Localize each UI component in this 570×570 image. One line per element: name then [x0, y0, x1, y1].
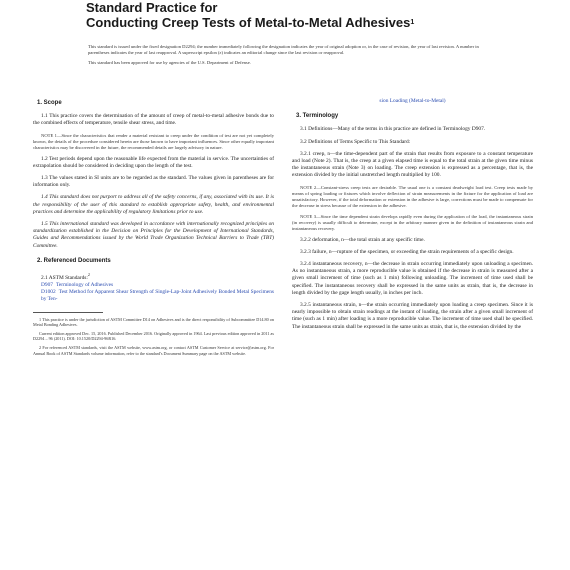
section-heading-terminology: 3. Terminology [296, 113, 339, 120]
reference-continuation[interactable]: sion Loading (Metal-to-Metal) [379, 98, 446, 104]
paragraph-3-2-5: 3.2.5 instantaneous strain, n—the strain occurring immediately upon loading a creep specimen. Since it is nearly impossible to obtain strain readings at the instant of loading, the strain after a given small increment of time (such as 1 min) after loading is a more reproducible value. The increment of time used shall be specified. The instantaneous strain shall be expressed in the same units as strain, that is, the extension divided by the [292, 302, 533, 330]
paragraph-3-2-4: 3.2.4 instantaneous recovery, n—the decrease in strain occurring immediately upon unloading a specimen. As no instantaneous strain, a more reproducible value is obtained if the decrease in strain is measured after a given small increment of time (such as 1 min) following unloading. The increment of time used shall be specified. The instantaneous recovery shall be expressed in the same units as strain, that is, the decrease in length divided by the gage length usually, in inches per inch. [292, 261, 533, 296]
paragraph-3-2: 3.2 Definitions of Terms Specific to This Standard: [300, 138, 411, 145]
footnote-1-edition: Current edition approved Dec. 15, 2016. Published December 2016. Originally approved in 1964. Last previous edition approved in 2011 as D2294 – 96 (2011). DOI: 10.1520/D2294-96R16. [33, 330, 274, 342]
reference-d1002[interactable] [33, 289, 274, 303]
note-2: NOTE 2—Constant-stress creep tests are desirable. The usual one is a constant deadweight load test. Creep tests made by means of spring loading or fixtures which involve deflection of strain measurements in the fixture for the application of load are unsatisfactory. However, if the total deformation or extension in the adhesive is large, corrections must be made to compensate for the decrease in stress because of the extension in the adhesive. [292, 184, 533, 208]
paragraph-1-2: 1.2 Test periods depend upon the reasonable life expected from the material in service. The uncertainties of extrapolation should be considered in deciding upon the length of the test. [33, 155, 274, 169]
note-3: NOTE 3—Since the time dependent strain develops rapidly even during the application of the load, the instantaneous strain (in recovery) is usually difficult to determine, except in the arbitrary manner given in the definition of instantaneous strain and instantaneous recovery. [292, 213, 533, 231]
paragraph-2-1 [33, 271, 274, 282]
paragraph-3-2-3: 3.2.3 failure, n—rupture of the specimen, or exceeding the strain requirements of a specific design. [300, 248, 514, 255]
right-column [292, 98, 533, 336]
title-line-2-text: Conducting Creep Tests of Metal-to-Metal Adhesives [86, 15, 411, 30]
paragraph-3-1: 3.1 Definitions—Many of the terms in this practice are defined in Terminology D907. [300, 126, 486, 133]
footnote-marker-2: 2 [87, 272, 90, 278]
section-heading-scope: 1. Scope [37, 100, 62, 106]
footnote-divider [33, 312, 103, 313]
document-title [86, 0, 506, 30]
paragraph-1-3: 1.3 The values stated in SI units are to be regarded as the standard. The values given in parentheses are for information only. [33, 175, 274, 189]
dod-approval-note: This standard has been approved for use by agencies of the U.S. Department of Defense. [88, 60, 251, 66]
title-footnote-marker: 1 [410, 19, 415, 26]
section-heading-referenced-documents: 2. Referenced Documents [37, 257, 111, 264]
intro-notes [88, 44, 492, 71]
reference-title[interactable]: Test Method for Apparent Shear Strength of Single-Lap-Joint Adhesively Bonded Metal Specimens by Ten- [41, 289, 274, 303]
paragraph-1-5: 1.5 This international standard was developed in accordance with internationally recognized principles on standardization established in the Decision on Principles for the Development of International Standards, Guides and Recommendations issued by the World Trade Organization Technical Barriers to Trade (TBT) Committee. [33, 221, 274, 249]
reference-code[interactable]: D1002 [41, 289, 56, 296]
designation-note: This standard is issued under the fixed designation D2294; the number immediately following the designation indicates the year of original adoption or, in the case of revision, the year of last revision. A number in parentheses indicates the year of last reapproval. A superscript epsilon (ε) indicates an editorial change since the last revision or reapproval. [88, 44, 479, 56]
title-line-2 [86, 15, 506, 30]
title-line-1: Standard Practice for [86, 0, 218, 15]
paragraph-2-1-text: 2.1 ASTM Standards: [41, 274, 88, 281]
paragraph-3-2-2: 3.2.2 deformation, n—the total strain at any specific time. [300, 236, 425, 243]
paragraph-3-2-1: 3.2.1 creep, n—the time-dependent part of the strain that results from exposure to a constant temperature and load (Note 2). That is, the creep at a given elapsed time is equal to the total strain at the given time minus the instantaneous strain (Note 3) on loading. The creep extension is expressed as a percentage, that is, the extension divided by the initial unstretched length multiplied by 100. [292, 150, 533, 179]
footnote-1: 1 This practice is under the jurisdiction of ASTM Committee D14 on Adhesives and is the direct responsibility of Subcommittee D14.80 on Metal Bonding Adhesives. [33, 316, 274, 328]
note-1: NOTE 1—Since the characteristics that render a material resistant to creep under the condition of test are not yet completely known, the details of the procedure considered herein are those known to have important influences. Since other equally important characteristics may be discovered in the future, the recommended details are largely advisory in nature. [33, 132, 274, 150]
reference-code[interactable]: D907 [41, 282, 53, 289]
reference-title[interactable]: Terminology of Adhesives [55, 282, 114, 289]
footnote-2: 2 For referenced ASTM standards, visit the ASTM website, www.astm.org, or contact ASTM Customer Service at service@astm.org. For Annual Book of ASTM Standards volume information, refer to the standard's Document Summary page on the ASTM website. [33, 345, 274, 356]
left-column [33, 98, 274, 359]
paragraph-1-1: 1.1 This practice covers the determination of the amount of creep of metal-to-metal adhesive bonds due to the combined effects of temperature, tensile shear stress, and time. [33, 113, 274, 127]
paragraph-1-4: 1.4 This standard does not purport to address all of the safety concerns, if any, associated with its use. It is the responsibility of the user of this standard to establish appropriate safety, health, and environmental practices and determine the applicability of regulatory limitations prior to use. [33, 194, 274, 215]
